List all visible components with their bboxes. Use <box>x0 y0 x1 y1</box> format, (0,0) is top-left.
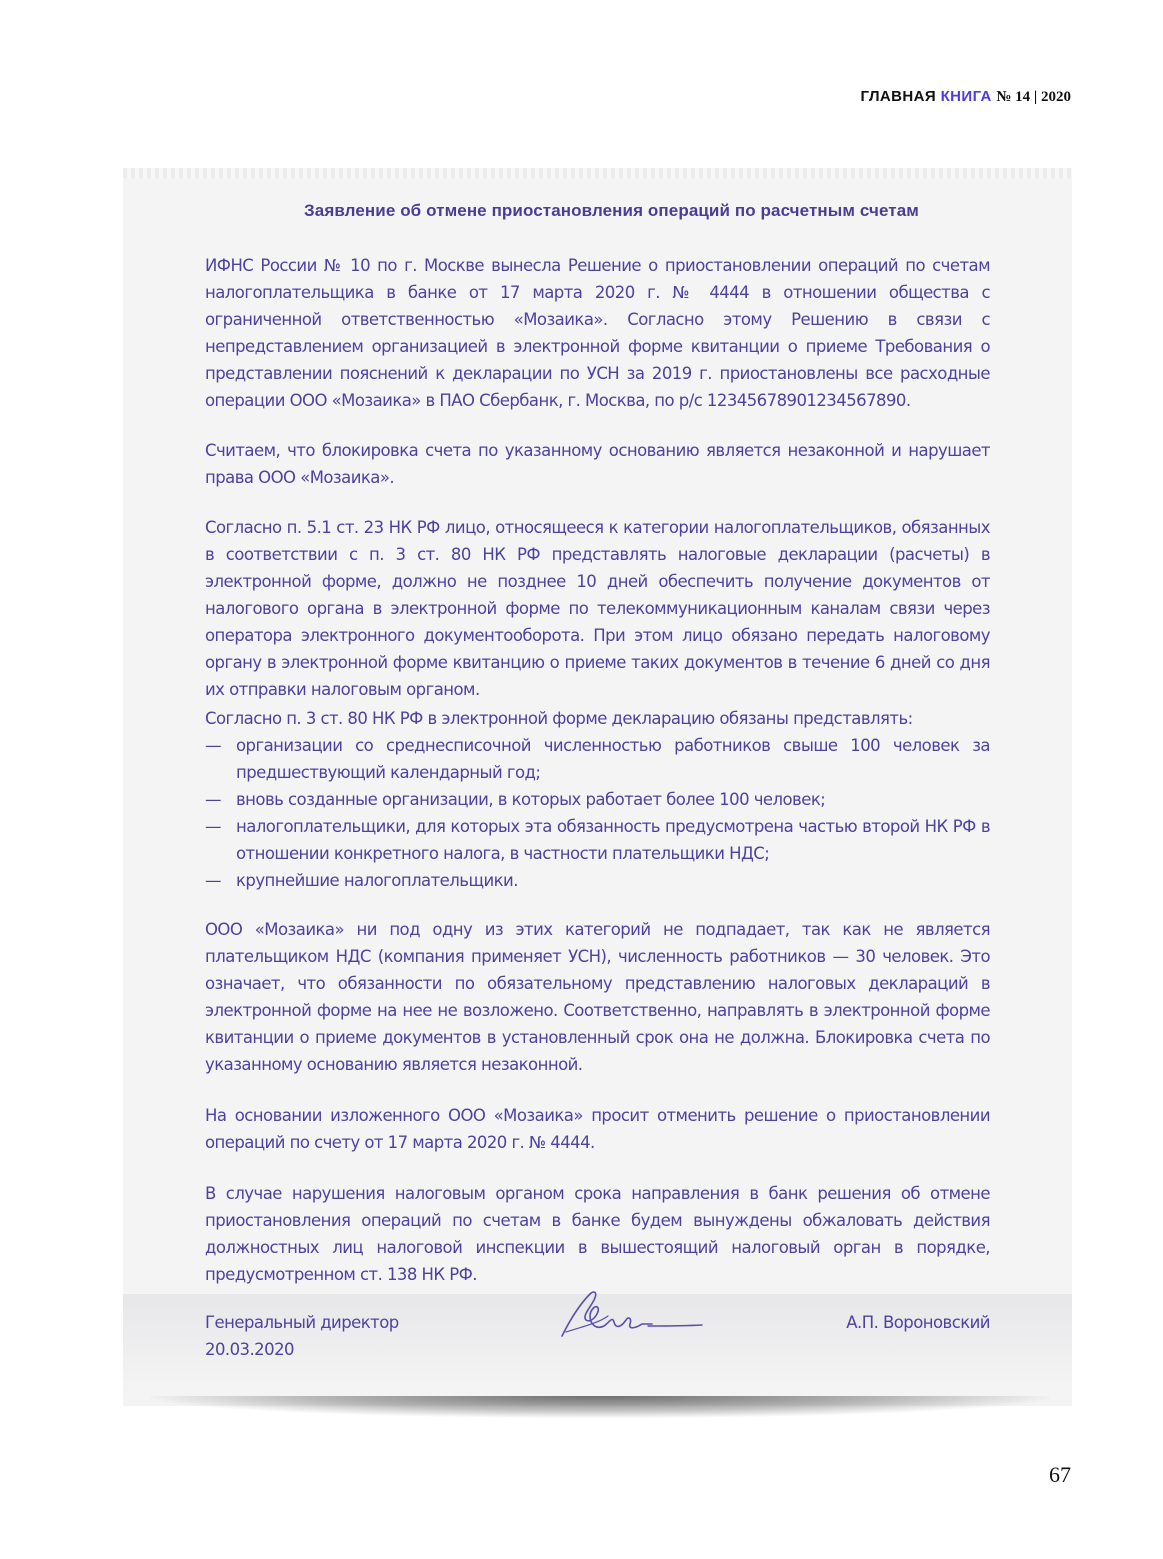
sheet-perforated-edge <box>123 168 1072 178</box>
list-item <box>205 867 990 894</box>
paragraph-not-applicable: ООО «Мозаика» ни под одну из этих категорий не подпадает, так как не является плательщиком НДС (компания применяет УСН), численность работников — 30 человек. Это означает, что обязанности по обязательному представлению налоговых деклараций в электронной форме на нее не возложено. Соответственно, направлять в электронной форме квитанции о приеме документов в установленный срок она не должна. Блокировка счета по указанному основанию является незаконной. <box>205 920 990 1074</box>
paragraph-warning: В случае нарушения налоговым органом срока направления в банк решения об отмене приостановления операций по счетам в банке будем вынуждены обжаловать действия должностных лиц налоговой инспекции в вышестоящий налоговый орган в порядке, предусмотренном ст. 138 НК РФ. <box>205 1184 990 1284</box>
paragraph-intro: ИФНС России № 10 по г. Москве вынесла Решение о приостановлении операций по счетам налогоплательщика в банке от 17 марта 2020 г. № 4444 в отношении общества с ограниченной ответственностью «Мозаика». Согласно этому Решению в связи с непредставлением организацией в электронной форме квитанции о приеме Требования о представлении пояснений к декларации по УСН за 2019 г. приостановлены все расходные операции ООО «Мозаика» в ПАО Сбербанк, г. Москва, по р/с 12345678901234567890. <box>205 256 990 410</box>
signer-block <box>205 1309 505 1363</box>
magazine-header <box>860 88 1071 106</box>
signer-name: А.П. Вороновский <box>846 1313 990 1332</box>
list-item-text: организации со среднесписочной численностью работников свыше 100 человек за предшествующий календарный год; <box>236 736 990 782</box>
list-dash: — <box>205 736 221 755</box>
issue-number: № 14 | 2020 <box>996 89 1071 105</box>
list-dash: — <box>205 817 221 836</box>
handwritten-signature <box>556 1286 706 1342</box>
paragraph-legal-basis: Согласно п. 5.1 ст. 23 НК РФ лицо, относящееся к категории налогоплательщиков, обязанных в соответствии с п. 3 ст. 80 НК РФ представлять налоговые декларации (расчеты) в электронной форме, должно не позднее 10 дней обеспечить получение документов от налогового органа в электронной форме по телекоммуникационным каналам связи через оператора электронного документооборота. При этом лицо обязано передать налоговому органу в электронной форме квитанцию о приеме таких документов в течение 6 дней со дня их отправки налоговым органом. <box>205 518 990 699</box>
document-title: Заявление об отмене приостановления операций по расчетным счетам <box>304 201 919 220</box>
list-dash: — <box>205 790 221 809</box>
signer-position: Генеральный директор <box>205 1313 399 1332</box>
paragraph-list-intro: Согласно п. 3 ст. 80 НК РФ в электронной форме декларацию обязаны представлять: <box>205 709 913 728</box>
list-item-text: крупнейшие налогоплательщики. <box>236 871 518 890</box>
magazine-name-main: ГЛАВНАЯ <box>860 88 937 105</box>
paragraph-request: На основании изложенного ООО «Мозаика» просит отменить решение о приостановлении операций по счету от 17 марта 2020 г. № 4444. <box>205 1106 990 1152</box>
list-item-text: вновь созданные организации, в которых работает более 100 человек; <box>236 790 826 809</box>
list-dash: — <box>205 871 221 890</box>
list-item <box>205 732 990 786</box>
list-item <box>205 786 990 813</box>
list-item-text: налогоплательщики, для которых эта обязанность предусмотрена частью второй НК РФ в отношении конкретного налога, в частности плательщики НДС; <box>236 817 990 863</box>
document-date: 20.03.2020 <box>205 1340 294 1359</box>
page-number: 67 <box>1049 1462 1071 1487</box>
magazine-name-accent: КНИГА <box>940 88 992 105</box>
sheet-shadow <box>150 1396 1050 1418</box>
obligated-categories-list <box>205 732 990 894</box>
list-item <box>205 813 990 867</box>
paragraph-claim: Считаем, что блокировка счета по указанному основанию является незаконной и нарушает права ООО «Мозаика». <box>205 441 990 487</box>
